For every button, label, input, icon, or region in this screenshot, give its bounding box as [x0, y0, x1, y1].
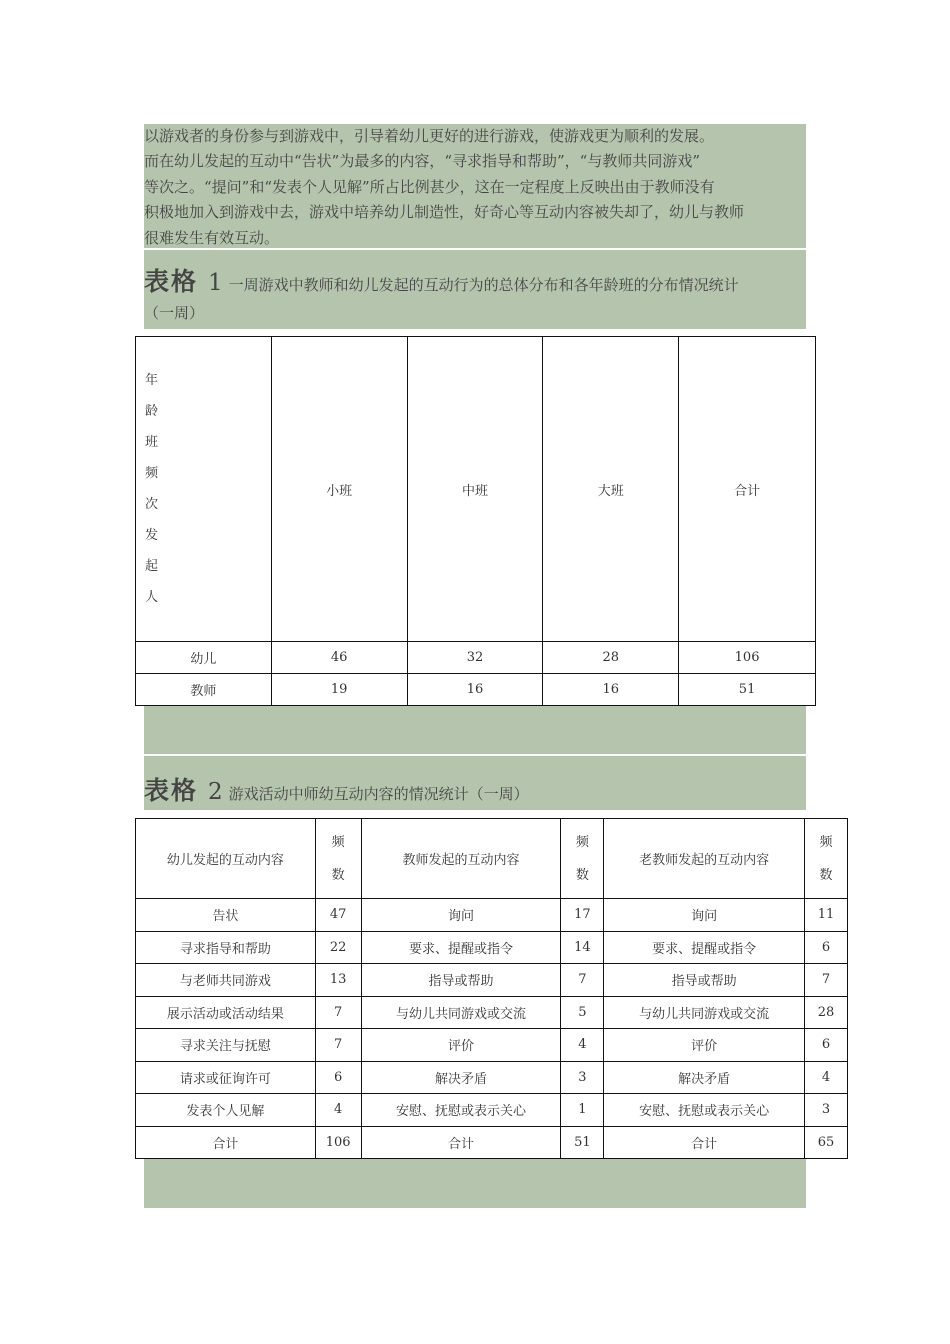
teacher-content-cell: 指导或帮助 [361, 964, 561, 997]
corner-header [136, 337, 272, 642]
child-freq-cell: 4 [315, 1094, 361, 1127]
teacher-content-cell: 合计 [361, 1126, 561, 1159]
column-header: 大班 [543, 337, 679, 642]
teacher-freq-cell: 14 [561, 931, 604, 964]
table1-caption [144, 262, 806, 323]
column-header: 小班 [271, 337, 407, 642]
table-cell: 51 [679, 674, 816, 706]
senior-content-cell: 询问 [604, 899, 805, 932]
table1 [135, 336, 816, 706]
table2-caption [144, 771, 806, 807]
teacher-freq-cell: 5 [561, 996, 604, 1029]
table2 [135, 818, 848, 1159]
table-cell: 28 [543, 642, 679, 674]
child-freq-cell: 7 [315, 996, 361, 1029]
child-content-cell: 寻求指导和帮助 [136, 931, 316, 964]
table-cell: 16 [543, 674, 679, 706]
teacher-freq-cell: 3 [561, 1061, 604, 1094]
table2-bottom-highlight [144, 1158, 806, 1208]
table-row [136, 1029, 848, 1062]
senior-content-cell: 合计 [604, 1126, 805, 1159]
senior-content-cell: 解决矛盾 [604, 1061, 805, 1094]
teacher-content-cell: 询问 [361, 899, 561, 932]
table1-bottom-highlight [144, 706, 806, 754]
senior-content-cell: 评价 [604, 1029, 805, 1062]
column-header: 老教师发起的互动内容 [604, 819, 805, 899]
column-header: 合计 [679, 337, 816, 642]
corner-char: 起 [145, 559, 159, 574]
child-freq-cell: 106 [315, 1126, 361, 1159]
child-freq-cell: 13 [315, 964, 361, 997]
column-header: 中班 [407, 337, 543, 642]
table-row [136, 642, 816, 674]
freq-char: 频 [819, 834, 833, 850]
freq-header [315, 819, 361, 899]
table-row [136, 931, 848, 964]
child-freq-cell: 6 [315, 1061, 361, 1094]
teacher-content-cell: 评价 [361, 1029, 561, 1062]
child-content-cell: 合计 [136, 1126, 316, 1159]
corner-char: 龄 [145, 404, 159, 419]
table2-body [136, 899, 848, 1159]
senior-freq-cell: 7 [805, 964, 848, 997]
corner-char: 频 [145, 466, 159, 481]
child-freq-cell: 47 [315, 899, 361, 932]
freq-char: 数 [331, 867, 345, 883]
column-header: 幼儿发起的互动内容 [136, 819, 316, 899]
child-content-cell: 寻求关注与抚慰 [136, 1029, 316, 1062]
corner-char: 发 [145, 528, 159, 543]
senior-content-cell: 指导或帮助 [604, 964, 805, 997]
senior-freq-cell: 65 [805, 1126, 848, 1159]
senior-freq-cell: 6 [805, 931, 848, 964]
freq-char: 数 [575, 867, 589, 883]
teacher-freq-cell: 7 [561, 964, 604, 997]
teacher-content-cell: 安慰、抚慰或表示关心 [361, 1094, 561, 1127]
child-content-cell: 展示活动或活动结果 [136, 996, 316, 1029]
teacher-content-cell: 要求、提醒或指令 [361, 931, 561, 964]
table-row [136, 674, 816, 706]
senior-content-cell: 安慰、抚慰或表示关心 [604, 1094, 805, 1127]
intro-paragraph [144, 124, 806, 251]
senior-freq-cell: 4 [805, 1061, 848, 1094]
freq-header [805, 819, 848, 899]
child-content-cell: 告状 [136, 899, 316, 932]
intro-line: 以游戏者的身份参与到游戏中，引导着幼儿更好的进行游戏，使游戏更为顺利的发展。 [144, 127, 715, 145]
child-content-cell: 请求或征询许可 [136, 1061, 316, 1094]
table-row [136, 964, 848, 997]
row-label: 幼儿 [136, 642, 272, 674]
table-row [136, 1061, 848, 1094]
senior-content-cell: 与幼儿共同游戏或交流 [604, 996, 805, 1029]
caption-word: 表格 [144, 776, 199, 805]
teacher-freq-cell: 1 [561, 1094, 604, 1127]
caption-number: 2 [208, 779, 223, 805]
teacher-freq-cell: 51 [561, 1126, 604, 1159]
table-cell: 32 [407, 642, 543, 674]
freq-char: 频 [575, 834, 589, 850]
freq-char: 数 [819, 867, 833, 883]
table2-header-row [136, 819, 848, 899]
child-content-cell: 发表个人见解 [136, 1094, 316, 1127]
table1-header-row [136, 337, 816, 642]
child-freq-cell: 7 [315, 1029, 361, 1062]
corner-char: 年 [145, 373, 159, 388]
table-cell: 16 [407, 674, 543, 706]
caption-text-cont: （一周） [144, 304, 205, 322]
column-header: 教师发起的互动内容 [361, 819, 561, 899]
intro-line: 等次之。“提问”和“发表个人见解”所占比例甚少，这在一定程度上反映出由于教师没有 [144, 177, 715, 196]
intro-line: 积极地加入到游戏中去，游戏中培养幼儿制造性，好奇心等互动内容被失却了，幼儿与教师 [144, 203, 745, 222]
table-cell: 106 [679, 642, 816, 674]
table-row [136, 1126, 848, 1159]
corner-char: 人 [145, 590, 159, 605]
child-content-cell: 与老师共同游戏 [136, 964, 316, 997]
table-row [136, 996, 848, 1029]
teacher-content-cell: 解决矛盾 [361, 1061, 561, 1094]
caption-number: 1 [208, 270, 223, 296]
table-cell: 19 [271, 674, 407, 706]
senior-content-cell: 要求、提醒或指令 [604, 931, 805, 964]
senior-freq-cell: 6 [805, 1029, 848, 1062]
caption-text: 一周游戏中教师和幼儿发起的互动行为的总体分布和各年龄班的分布情况统计 [228, 276, 739, 294]
freq-char: 频 [331, 834, 345, 850]
senior-freq-cell: 3 [805, 1094, 848, 1127]
teacher-content-cell: 与幼儿共同游戏或交流 [361, 996, 561, 1029]
intro-line: 很难发生有效互动。 [144, 228, 280, 247]
freq-header [561, 819, 604, 899]
senior-freq-cell: 11 [805, 899, 848, 932]
senior-freq-cell: 28 [805, 996, 848, 1029]
child-freq-cell: 22 [315, 931, 361, 964]
corner-char: 班 [145, 435, 159, 450]
table-row [136, 1094, 848, 1127]
caption-word: 表格 [144, 267, 199, 296]
row-label: 教师 [136, 674, 272, 706]
corner-char: 次 [145, 497, 159, 512]
table-row [136, 899, 848, 932]
table-cell: 46 [271, 642, 407, 674]
teacher-freq-cell: 17 [561, 899, 604, 932]
teacher-freq-cell: 4 [561, 1029, 604, 1062]
intro-line: 而在幼儿发起的互动中“告状”为最多的内容，“寻求指导和帮助”，“与教师共同游戏” [144, 152, 701, 171]
caption-text: 游戏活动中师幼互动内容的情况统计（一周） [228, 785, 529, 803]
